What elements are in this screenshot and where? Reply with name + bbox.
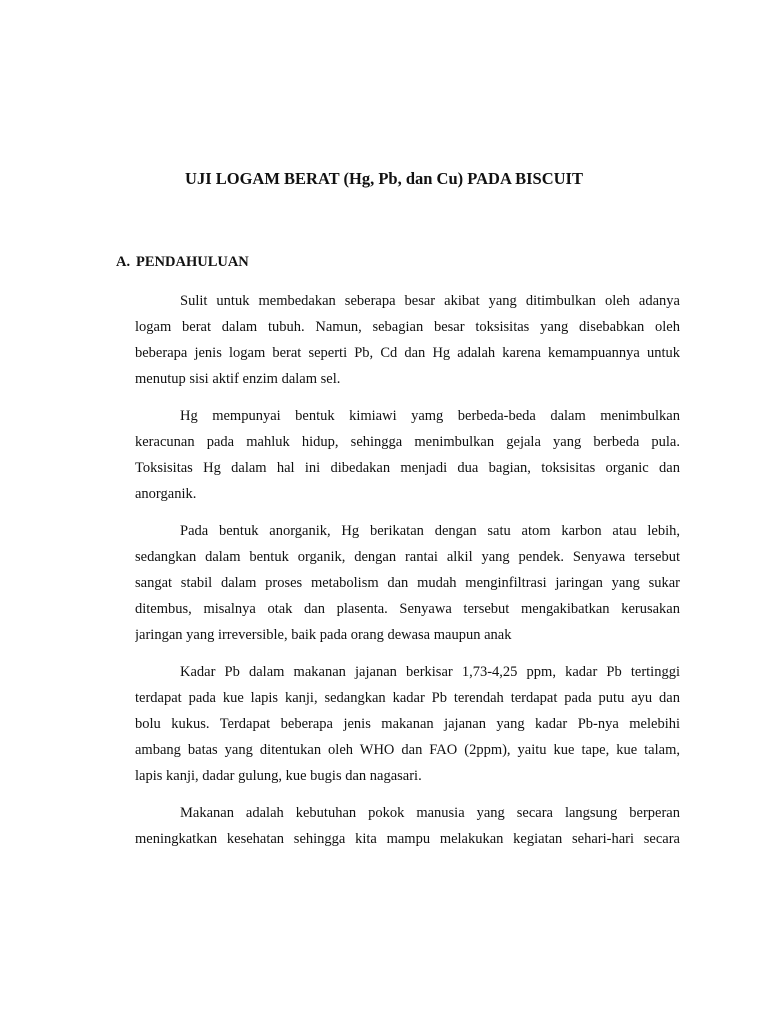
document-title: UJI LOGAM BERAT (Hg, Pb, dan Cu) PADA BISCUIT: [185, 169, 583, 188]
paragraph-line: beberapa jenis logam berat seperti Pb, Cd dan Hg adalah karena kemampuannya untuk: [135, 345, 680, 361]
paragraph-line: jaringan yang irreversible, baik pada orang dewasa maupun anak: [135, 627, 512, 643]
paragraph-line: Hg mempunyai bentuk kimiawi yamg berbeda-beda dalam menimbulkan: [180, 408, 680, 424]
paragraph-line: Pada bentuk anorganik, Hg berikatan dengan satu atom karbon atau lebih,: [180, 523, 680, 539]
section-letter: A.: [116, 254, 131, 270]
paragraph-line: ambang batas yang ditentukan oleh WHO dan FAO (2ppm), yaitu kue tape, kue talam,: [135, 742, 680, 758]
paragraph-line: terdapat pada kue lapis kanji, sedangkan kadar Pb terendah terdapat pada putu ayu dan: [135, 690, 680, 706]
section-heading-text: PENDAHULUAN: [136, 254, 249, 270]
paragraph-line: Toksisitas Hg dalam hal ini dibedakan menjadi dua bagian, toksisitas organic dan: [135, 460, 680, 476]
paragraph-line: anorganik.: [135, 486, 197, 502]
paragraph-line: sedangkan dalam bentuk organik, dengan rantai alkil yang pendek. Senyawa tersebut: [135, 549, 680, 565]
paragraph-line: sangat stabil dalam proses metabolism dan mudah menginfiltrasi jaringan yang sukar: [135, 575, 680, 591]
paragraph-line: bolu kukus. Terdapat beberapa jenis makanan jajanan yang kadar Pb-nya melebihi: [135, 716, 680, 732]
paragraph-line: keracunan pada mahluk hidup, sehingga menimbulkan gejala yang berbeda pula.: [135, 434, 680, 450]
paragraph-line: logam berat dalam tubuh. Namun, sebagian besar toksisitas yang disebabkan oleh: [135, 319, 680, 335]
paragraph-line: Makanan adalah kebutuhan pokok manusia yang secara langsung berperan: [180, 805, 680, 821]
paragraph-line: lapis kanji, dadar gulung, kue bugis dan nagasari.: [135, 768, 422, 784]
section-heading: [116, 252, 249, 272]
paragraph-line: menutup sisi aktif enzim dalam sel.: [135, 371, 341, 387]
paragraph-line: Sulit untuk membedakan seberapa besar akibat yang ditimbulkan oleh adanya: [180, 293, 680, 309]
paragraph-line: Kadar Pb dalam makanan jajanan berkisar 1,73-4,25 ppm, kadar Pb tertinggi: [180, 664, 680, 680]
paragraph-line: ditembus, misalnya otak dan plasenta. Senyawa tersebut mengakibatkan kerusakan: [135, 601, 680, 617]
paragraph-line: meningkatkan kesehatan sehingga kita mampu melakukan kegiatan sehari-hari secara: [135, 831, 680, 847]
